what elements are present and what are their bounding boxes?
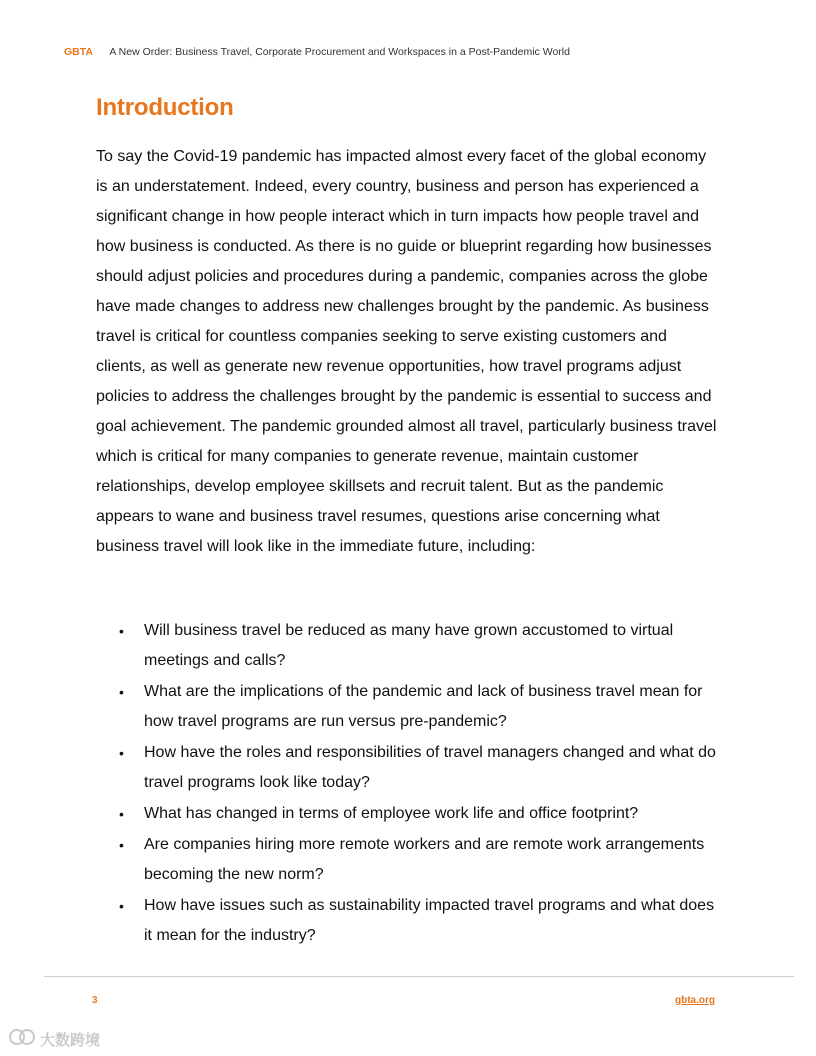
question-text: How have the roles and responsibilities of travel managers changed and what do travel programs look like today? (144, 744, 716, 791)
intro-paragraph: To say the Covid-19 pandemic has impacted almost every facet of the global economy is an understatement. Indeed, every country, business and person has experienced a significant change in how people interact which in turn impacts how people travel and how business is conducted. As there is no guide or blueprint regarding how businesses should adjust policies and procedures during a pandemic, companies across the globe have made changes to address new challenges brought by the pandemic. As business travel is critical for countless companies seeking to serve existing customers and clients, as well as generate new revenue opportunities, how travel programs adjust policies to address the challenges brought by the pandemic is essential to success and goal achievement. The pandemic grounded almost all travel, particularly business travel which is critical for many companies to generate revenue, maintain customer relationships, develop employee skillsets and recruit talent. But as the pandemic appears to wane and business travel resumes, questions arise concerning what business travel will look like in the immediate future, including: (96, 148, 717, 555)
list-item (96, 891, 726, 951)
bullet-icon: • (119, 684, 124, 700)
document-title: A New Order: Business Travel, Corporate Procurement and Workspaces in a Post-Pandemic World (109, 46, 570, 58)
bullet-icon: • (119, 806, 124, 822)
question-text: What has changed in terms of employee work life and office footprint? (144, 805, 639, 822)
footer-site-link[interactable]: gbta.org (675, 995, 715, 1006)
section-heading: Introduction (96, 94, 234, 121)
question-text: What are the implications of the pandemic and lack of business travel mean for how travel programs are run versus pre-pandemic? (144, 683, 703, 730)
running-header (64, 46, 570, 58)
watermark-logo-icon (8, 1028, 36, 1050)
question-text: How have issues such as sustainability impacted travel programs and what does it mean for the industry? (144, 897, 715, 944)
bullet-icon: • (119, 898, 124, 914)
question-text: Are companies hiring more remote workers and are remote work arrangements becoming the new norm? (144, 836, 705, 883)
list-item (96, 616, 726, 676)
footer-divider (44, 976, 794, 977)
list-item (96, 738, 726, 798)
bullet-icon: • (119, 837, 124, 853)
question-text: Will business travel be reduced as many have grown accustomed to virtual meetings and calls? (144, 622, 674, 669)
list-item (96, 830, 726, 890)
page-number: 3 (92, 995, 98, 1006)
list-item (96, 799, 726, 829)
list-item (96, 677, 726, 737)
question-list (96, 616, 726, 952)
header-brand: GBTA (64, 46, 93, 58)
watermark (8, 1028, 100, 1050)
bullet-icon: • (119, 745, 124, 761)
watermark-text: 大数跨境 (40, 1031, 101, 1049)
bullet-icon: • (119, 623, 124, 639)
